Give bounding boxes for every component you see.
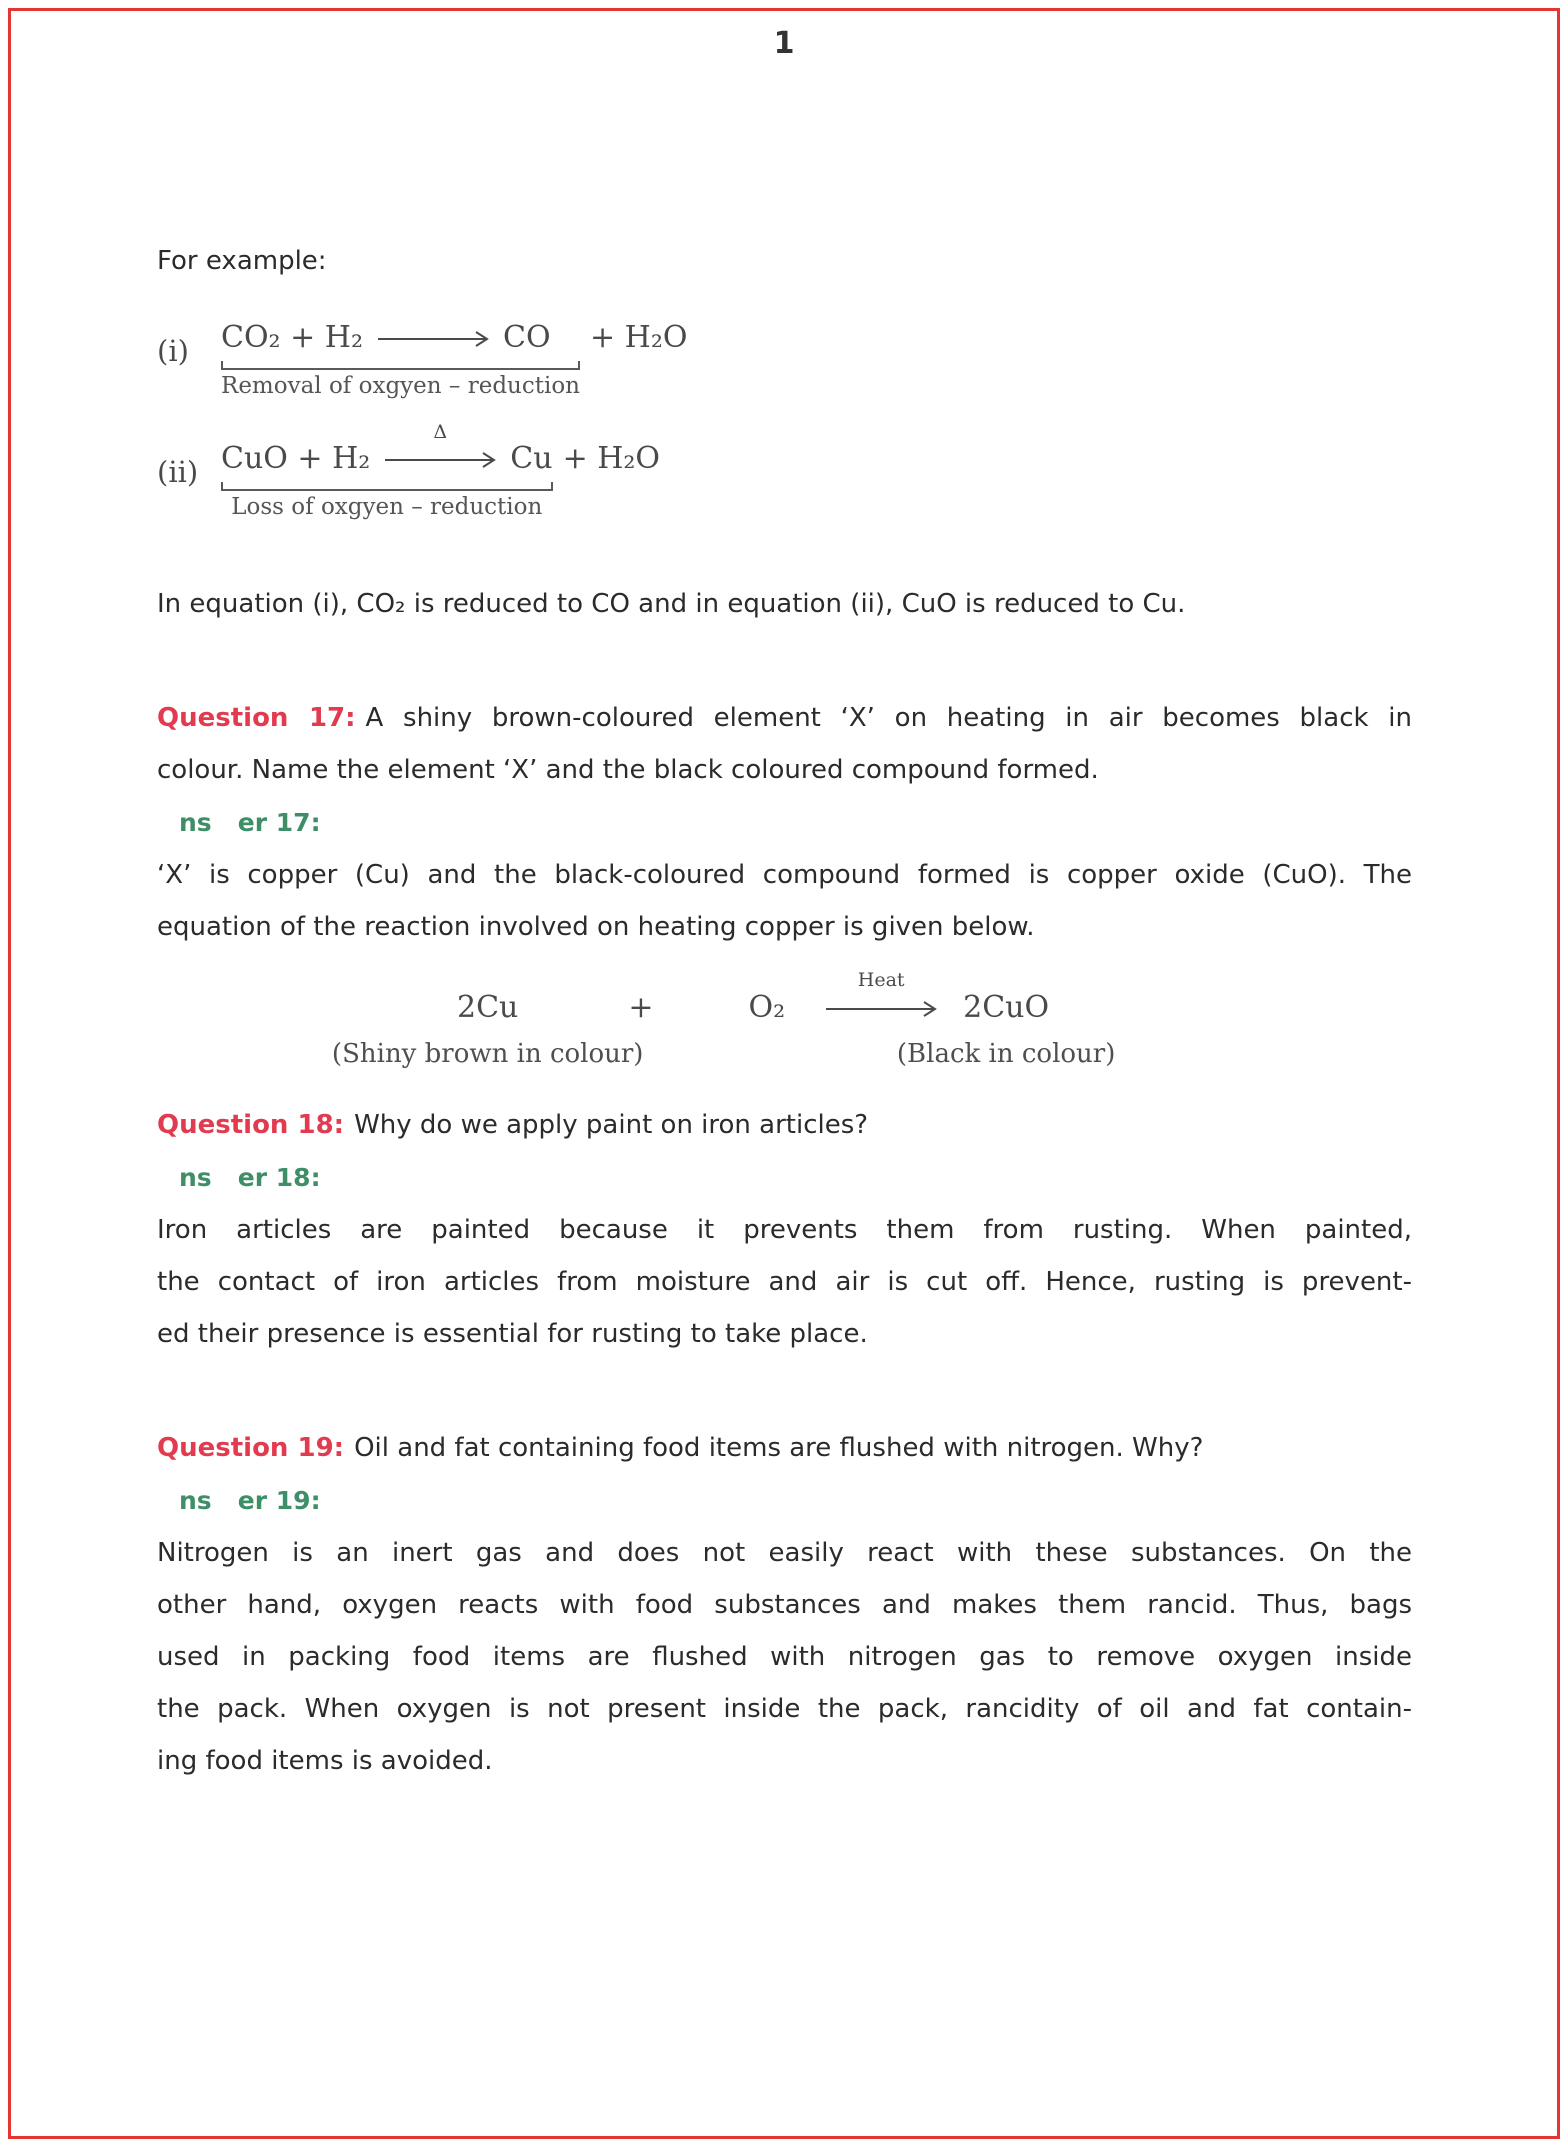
underbrace-label: Loss of oxgyen – reduction — [231, 494, 543, 520]
arrow-condition-label: Δ — [433, 421, 448, 443]
reaction-note-shiny-brown: (Shiny brown in colour) — [331, 1039, 644, 1069]
answer-18-line-2: the contact of iron articles from moisture and air is cut off. Hence, rusting is prevent- — [157, 1267, 1412, 1297]
equation-ii-body — [221, 421, 553, 520]
reaction-arrow-icon — [384, 421, 496, 479]
question-19-line — [157, 1422, 1412, 1474]
equation-i-remainder: + H₂O — [590, 320, 688, 355]
answer-19-line-1: Nitrogen is an inert gas and does not easily react with these substances. On the — [157, 1538, 1412, 1568]
answer-19-line-4: the pack. When oxygen is not present inside the pack, rancidity of oil and fat contain- — [157, 1694, 1412, 1724]
reaction-arrow-icon — [825, 969, 937, 1029]
reaction-term-product-formula: 2CuO — [963, 990, 1050, 1025]
question-17-label: Question 17: — [157, 703, 356, 733]
reaction-term-copper-formula: 2Cu — [457, 990, 519, 1025]
reaction-term-product — [896, 987, 1116, 1069]
reaction-arrow-icon — [377, 318, 489, 358]
equation-ii-reactants: CuO + H₂ — [221, 441, 371, 476]
underbrace-label: Removal of oxgyen – reduction — [221, 373, 580, 399]
answer-19-line-2: other hand, oxygen reacts with food substances and makes them rancid. Thus, bags — [157, 1590, 1412, 1620]
question-19 — [157, 1422, 1412, 1474]
reaction-term-oxygen: O₂ — [748, 990, 786, 1025]
page-number: 1 — [773, 26, 795, 61]
answer-17-line-2: equation of the reaction involved on heating copper is given below. — [157, 912, 1035, 942]
equation-i-body — [221, 318, 580, 399]
equation-i-formula — [221, 318, 580, 358]
arrow-condition-label: Heat — [857, 969, 905, 991]
underbrace — [221, 482, 553, 491]
summary-text: In equation (i), CO₂ is reduced to CO and in equation (ii), CuO is reduced to Cu. — [157, 589, 1186, 619]
answer-18-line-3: ed their presence is essential for rusting to take place. — [157, 1319, 868, 1349]
underbrace — [221, 361, 580, 370]
question-19-label: Question 19: — [157, 1433, 345, 1463]
question-18 — [157, 1099, 1412, 1151]
question-17-line-1 — [157, 692, 1412, 744]
question-17-line-2: colour. Name the element ‘X’ and the black coloured compound formed. — [157, 755, 1099, 785]
equation-ii-label: (ii) — [157, 455, 199, 489]
answer-19-label: ns er 19: — [179, 1486, 321, 1515]
equation-i-reactants: CO₂ + H₂ — [221, 320, 363, 355]
answer-18-label: ns er 18: — [179, 1163, 321, 1192]
equation-ii — [157, 421, 1412, 520]
equation-i-label: (i) — [157, 334, 189, 368]
plus-sign: + — [628, 990, 654, 1025]
question-19-text: Oil and fat containing food items are flushed with nitrogen. Why? — [354, 1433, 1204, 1463]
question-18-label: Question 18: — [157, 1110, 345, 1140]
question-17-text: A shiny brown-coloured element ‘X’ on heating in air becomes black in — [365, 703, 1412, 733]
reaction-term-copper — [331, 987, 644, 1069]
equation-i-product: CO — [502, 320, 551, 355]
document-body — [0, 246, 1568, 1787]
equation-i — [157, 318, 1412, 399]
equation-ii-remainder: + H₂O — [562, 441, 661, 476]
answer-17 — [157, 849, 1412, 953]
question-17 — [157, 692, 1412, 796]
answer-18 — [157, 1204, 1412, 1360]
reaction-equation — [331, 969, 1412, 1069]
question-18-line — [157, 1099, 1412, 1151]
reaction-note-black: (Black in colour) — [896, 1039, 1116, 1069]
answer-19-line-3: used in packing food items are flushed with nitrogen gas to remove oxygen inside — [157, 1642, 1412, 1672]
equation-ii-formula — [221, 421, 553, 479]
answer-17-label: ns er 17: — [179, 808, 321, 837]
answer-17-line-1: ‘X’ is copper (Cu) and the black-coloured compound formed is copper oxide (CuO). The — [157, 860, 1412, 890]
equation-ii-product: Cu — [510, 441, 553, 476]
section-heading: For example: — [157, 246, 327, 276]
answer-18-line-1: Iron articles are painted because it prevents them from rusting. When painted, — [157, 1215, 1412, 1245]
question-18-text: Why do we apply paint on iron articles? — [354, 1110, 869, 1140]
answer-19-line-5: ing food items is avoided. — [157, 1746, 493, 1776]
answer-19 — [157, 1527, 1412, 1787]
